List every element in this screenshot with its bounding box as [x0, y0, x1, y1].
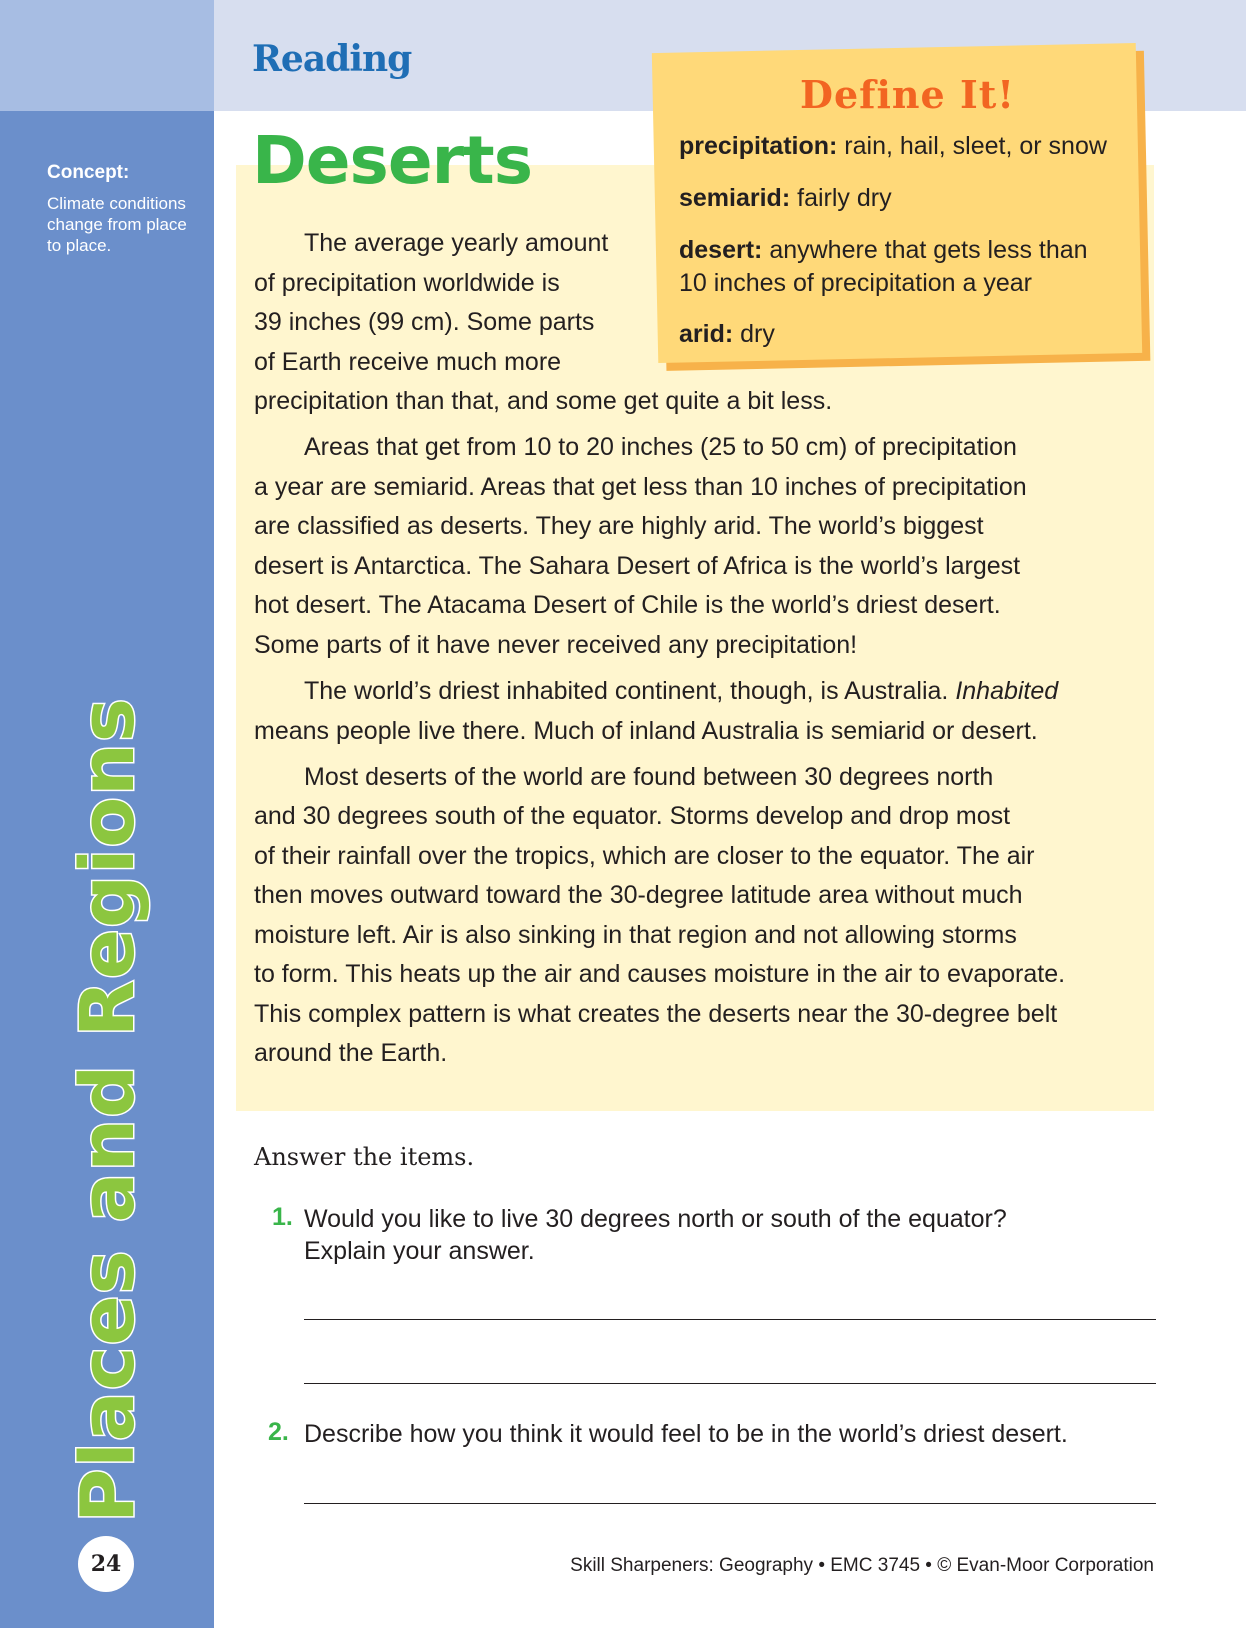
passage-line: hot desert. The Atacama Desert of Chile is the world’s driest desert.: [254, 591, 1001, 619]
concept-text: Climate conditions change from place to place.: [47, 194, 187, 255]
question-line: Would you like to live 30 degrees north or south of the equator?: [304, 1205, 1007, 1233]
passage-line: are classified as deserts. They are highly arid. The world’s biggest: [254, 512, 984, 540]
question-number: 2.: [268, 1418, 289, 1446]
passage-line: of precipitation worldwide is: [254, 269, 560, 297]
passage-line: This complex pattern is what creates the deserts near the 30-degree belt: [254, 1000, 1058, 1028]
passage-line: then moves outward toward the 30-degree latitude area without much: [254, 881, 1023, 909]
passage-line: moisture left. Air is also sinking in that region and not allowing storms: [254, 921, 1017, 949]
passage-line: precipitation than that, and some get quite a bit less.: [254, 387, 833, 415]
section-label: Reading: [252, 38, 412, 80]
passage-line: desert is Antarctica. The Sahara Desert of Africa is the world’s largest: [254, 552, 1021, 580]
define-it-heading: Define It!: [800, 72, 1015, 117]
passage-line: Areas that get from 10 to 20 inches (25 to 50 cm) of precipitation: [304, 433, 1017, 461]
question-line: Explain your answer.: [304, 1237, 535, 1265]
sidebar-vertical-title: Places and Regions: [65, 697, 151, 1523]
passage-text: The world’s driest inhabited continent, though, is Australia.: [304, 677, 956, 705]
definition-desert: [679, 234, 1119, 300]
passage-line: Some parts of it have never received any precipitation!: [254, 631, 858, 659]
passage-line: Most deserts of the world are found between 30 degrees north: [304, 763, 994, 791]
page-title: Deserts: [252, 122, 532, 199]
definition-text: rain, hail, sleet, or snow: [837, 132, 1107, 160]
definition-text: fairly dry: [790, 184, 892, 212]
definition-text: anywhere that gets less than 10 inches of precipitation a year: [679, 236, 1088, 297]
concept-label: Concept:: [47, 162, 130, 183]
passage-line: means people live there. Much of inland Australia is semiarid or desert.: [254, 717, 1038, 745]
question-text: [304, 1203, 1154, 1267]
definition-semiarid: [679, 182, 1129, 215]
definition-term: semiarid:: [679, 184, 791, 212]
answer-line[interactable]: [304, 1383, 1156, 1384]
passage-line: of Earth receive much more: [254, 348, 562, 376]
question-text: [304, 1418, 1154, 1450]
passage-line: [304, 672, 1058, 712]
page-number: 24: [78, 1536, 134, 1592]
passage-line: and 30 degrees south of the equator. Storms develop and drop most: [254, 802, 1011, 830]
question-line: Describe how you think it would feel to be in the world’s driest desert.: [304, 1420, 1068, 1448]
definition-term: precipitation:: [679, 132, 838, 160]
definition-precipitation: [679, 130, 1129, 163]
footer-credit: Skill Sharpeners: Geography • EMC 3745 • © Evan-Moor Corporation: [570, 1555, 1154, 1576]
answer-intro: Answer the items.: [254, 1143, 475, 1171]
passage-line: The average yearly amount: [304, 229, 609, 257]
sidebar-top-block: [0, 0, 214, 111]
definition-term: desert:: [679, 236, 763, 264]
passage-italic-word: Inhabited: [955, 677, 1059, 705]
question-number: 1.: [272, 1203, 293, 1231]
answer-line[interactable]: [304, 1319, 1156, 1320]
passage-line: to form. This heats up the air and causes moisture in the air to evaporate.: [254, 960, 1066, 988]
passage-line: 39 inches (99 cm). Some parts: [254, 308, 595, 336]
passage-line: a year are semiarid. Areas that get less than 10 inches of precipitation: [254, 473, 1027, 501]
definition-text: dry: [733, 320, 775, 348]
definition-arid: [679, 318, 1129, 351]
answer-line[interactable]: [304, 1503, 1156, 1504]
definition-term: arid:: [679, 320, 734, 348]
passage-line: of their rainfall over the tropics, which are closer to the equator. The air: [254, 842, 1035, 870]
passage-line: around the Earth.: [254, 1039, 448, 1067]
